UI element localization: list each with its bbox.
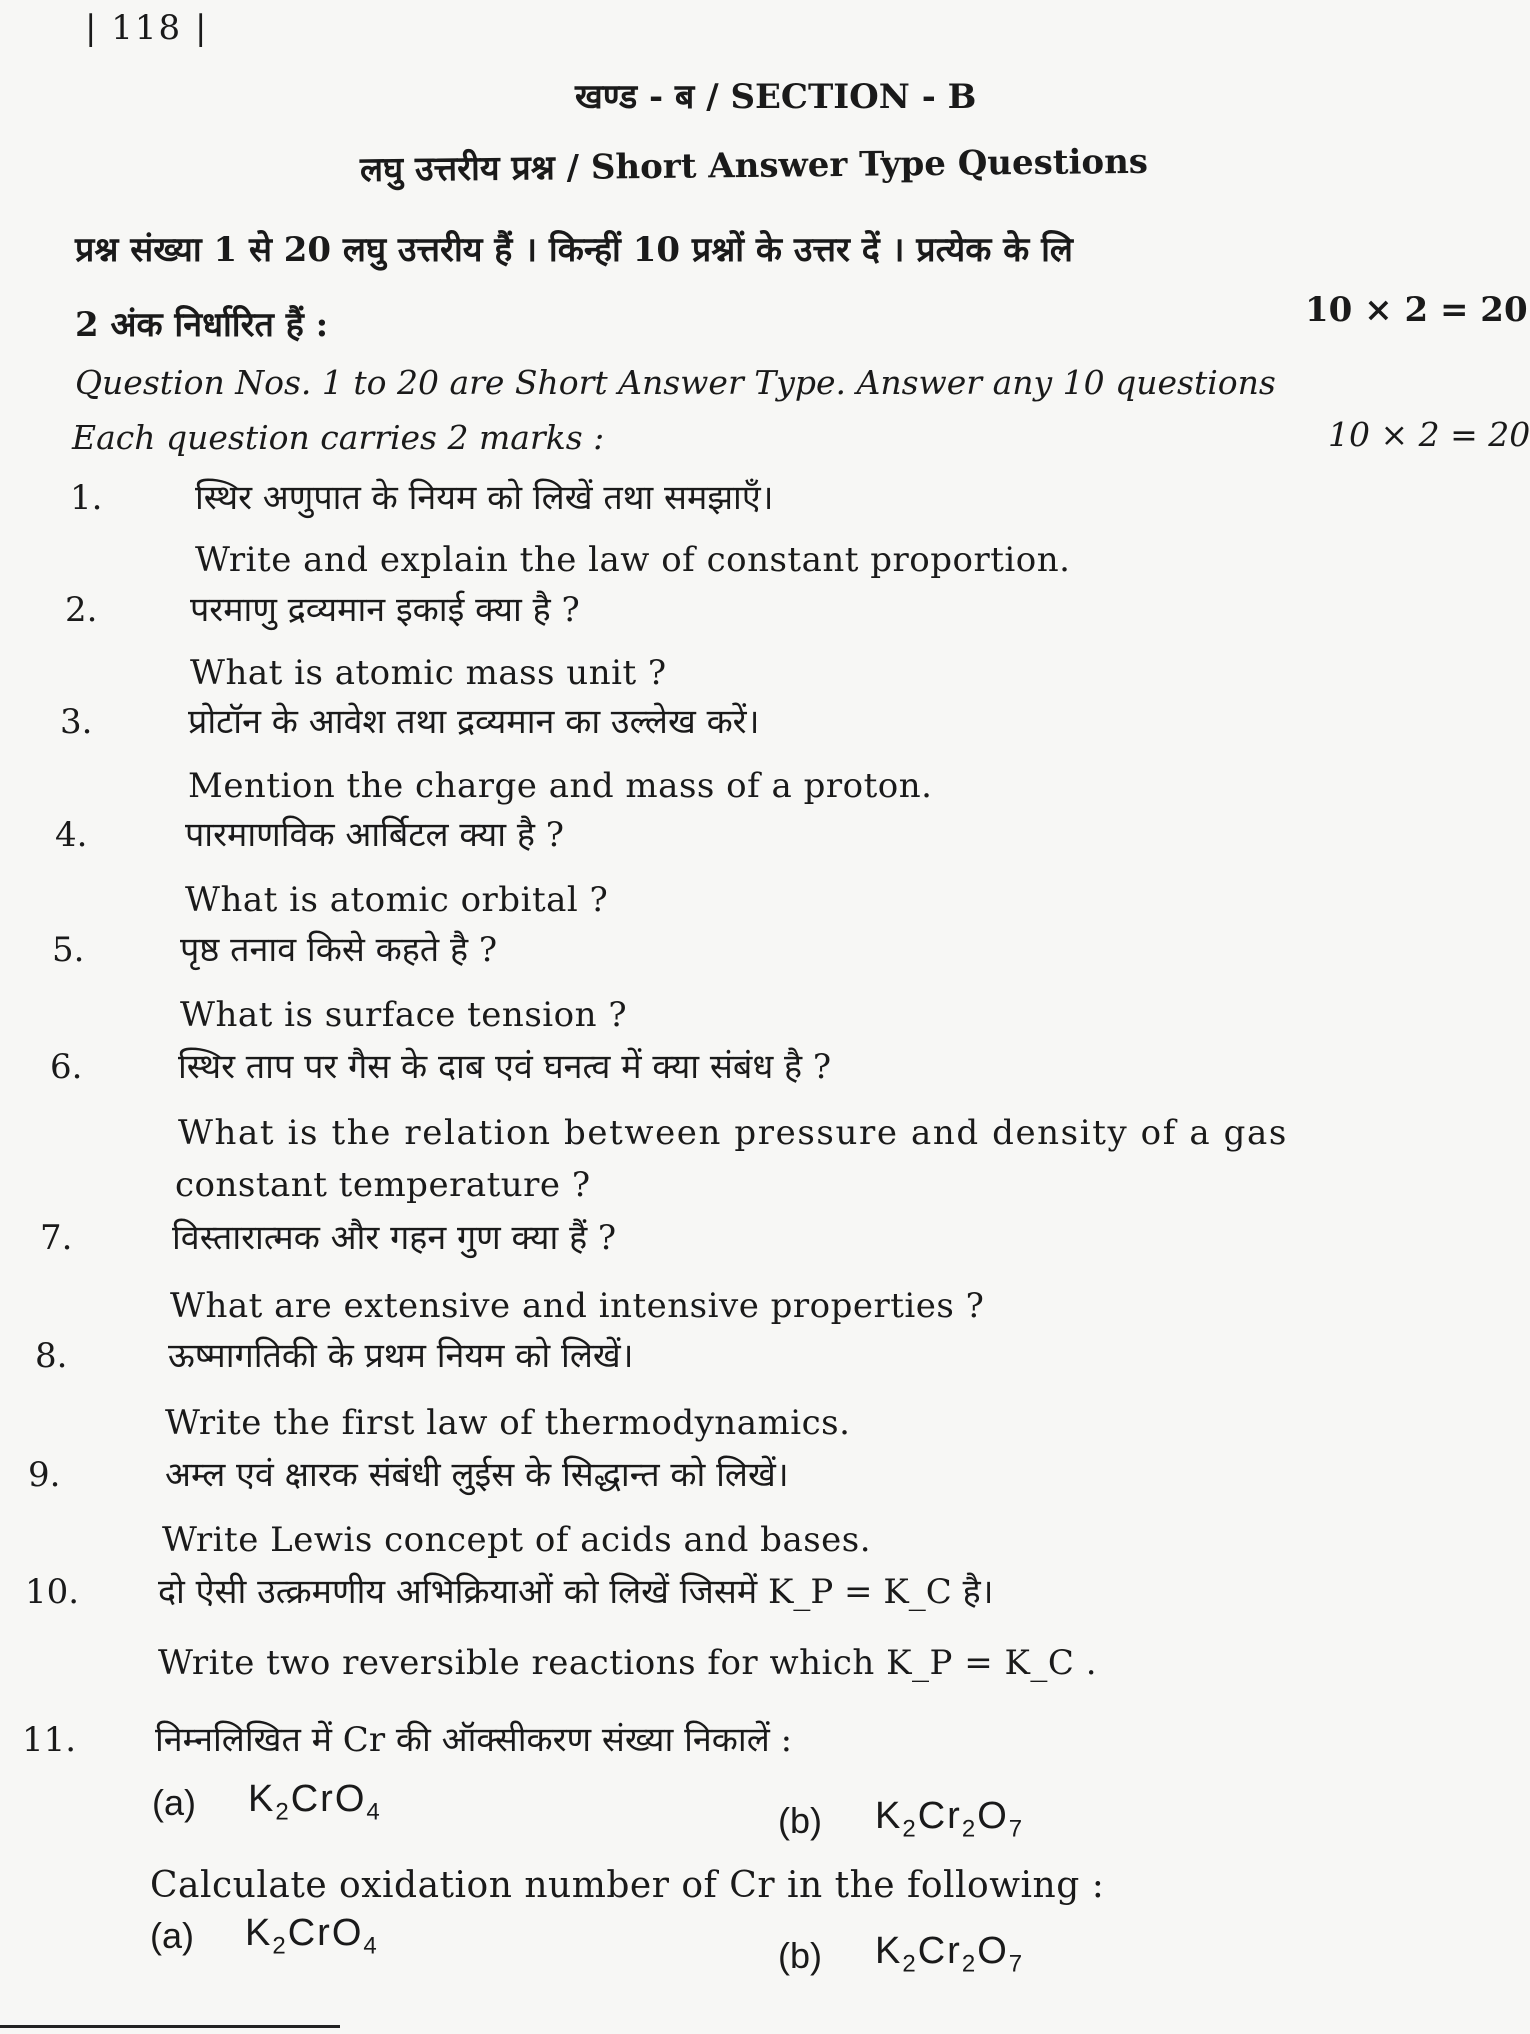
question-hindi: अम्ल एवं क्षारक संबंधी लुईस के सिद्धान्त को लिखें। xyxy=(165,1455,789,1495)
question-hindi: निम्नलिखित में Cr की ऑक्सीकरण संख्या निकालें : xyxy=(155,1720,793,1760)
question-english: What are extensive and intensive properties ? xyxy=(170,1286,985,1326)
page-number: | 118 | xyxy=(85,8,209,48)
question-number: 11. xyxy=(22,1720,77,1760)
question-hindi: ऊष्मागतिकी के प्रथम नियम को लिखें। xyxy=(168,1336,634,1376)
question-number: 9. xyxy=(28,1455,61,1495)
question-number: 5. xyxy=(52,930,85,970)
question-number: 3. xyxy=(60,702,93,742)
question-number: 6. xyxy=(50,1047,83,1087)
question-number: 1. xyxy=(70,478,103,518)
question-hindi: पारमाणविक आर्बिटल क्या है ? xyxy=(185,815,564,855)
question-number: 7. xyxy=(40,1218,73,1258)
option-label-a: (a) xyxy=(150,1915,194,1956)
question-english: Mention the charge and mass of a proton. xyxy=(188,766,933,806)
section-title: खण्ड - ब / SECTION - B xyxy=(575,77,977,117)
question-hindi: पृष्ठ तनाव किसे कहते है ? xyxy=(180,930,498,970)
question-english: Write the first law of thermodynamics. xyxy=(165,1403,851,1443)
question-hindi: विस्तारात्मक और गहन गुण क्या हैं ? xyxy=(172,1218,617,1258)
question-english: What is atomic mass unit ? xyxy=(190,653,667,693)
formula-k2cr2o7: $K_2Cr_2O_7$ xyxy=(875,1930,1025,1978)
question-number: 2. xyxy=(65,590,98,630)
instruction-english-marks: 10 × 2 = 20 xyxy=(1328,415,1530,454)
question-number: 4. xyxy=(55,815,88,855)
option-label-b: (b) xyxy=(778,1800,822,1841)
question-english: Calculate oxidation number of Cr in the following : xyxy=(150,1865,1105,1906)
question-english: Write Lewis concept of acids and bases. xyxy=(162,1520,872,1560)
question-english: Write and explain the law of constant proportion. xyxy=(195,540,1071,580)
question-hindi: स्थिर ताप पर गैस के दाब एवं घनत्व में क्या संबंध है ? xyxy=(178,1047,832,1087)
formula-k2cro4: $K_2CrO_4$ xyxy=(245,1912,379,1960)
instruction-english-line1: Question Nos. 1 to 20 are Short Answer Type. Answer any 10 questions xyxy=(75,363,1276,402)
footer-rule xyxy=(0,2025,340,2028)
question-hindi: प्रोटॉन के आवेश तथा द्रव्यमान का उल्लेख करें। xyxy=(188,702,760,742)
instruction-hindi-line2: 2 अंक निर्धारित हैं : xyxy=(75,305,329,345)
formula-k2cr2o7: $K_2Cr_2O_7$ xyxy=(875,1795,1025,1843)
question-number: 8. xyxy=(35,1336,68,1376)
option-label-a: (a) xyxy=(152,1782,196,1823)
formula-k2cro4: $K_2CrO_4$ xyxy=(248,1778,382,1826)
question-hindi: स्थिर अणुपात के नियम को लिखें तथा समझाएँ। xyxy=(195,478,774,518)
instruction-hindi-line1: प्रश्न संख्या 1 से 20 लघु उत्तरीय हैं । किन्हीं 10 प्रश्नों के उत्तर दें । प्रत्येक के लि xyxy=(75,230,1073,270)
question-number: 10. xyxy=(25,1572,80,1612)
question-english: What is atomic orbital ? xyxy=(185,880,609,920)
instruction-english-line2: Each question carries 2 marks : xyxy=(72,418,605,457)
question-hindi: परमाणु द्रव्यमान इकाई क्या है ? xyxy=(190,590,580,630)
question-hindi: दो ऐसी उत्क्रमणीय अभिक्रियाओं को लिखें जिसमें K_P = K_C है। xyxy=(158,1572,994,1612)
instruction-hindi-marks: 10 × 2 = 20 xyxy=(1305,290,1528,330)
question-english-continued: constant temperature ? xyxy=(175,1165,591,1205)
question-english: What is surface tension ? xyxy=(180,995,628,1035)
option-label-b: (b) xyxy=(778,1935,822,1976)
section-subtitle: लघु उत्तरीय प्रश्न / Short Answer Type Questions xyxy=(359,141,1149,190)
question-english: Write two reversible reactions for which K_P = K_C . xyxy=(158,1643,1098,1683)
question-english: What is the relation between pressure and density of a gas xyxy=(178,1113,1288,1153)
